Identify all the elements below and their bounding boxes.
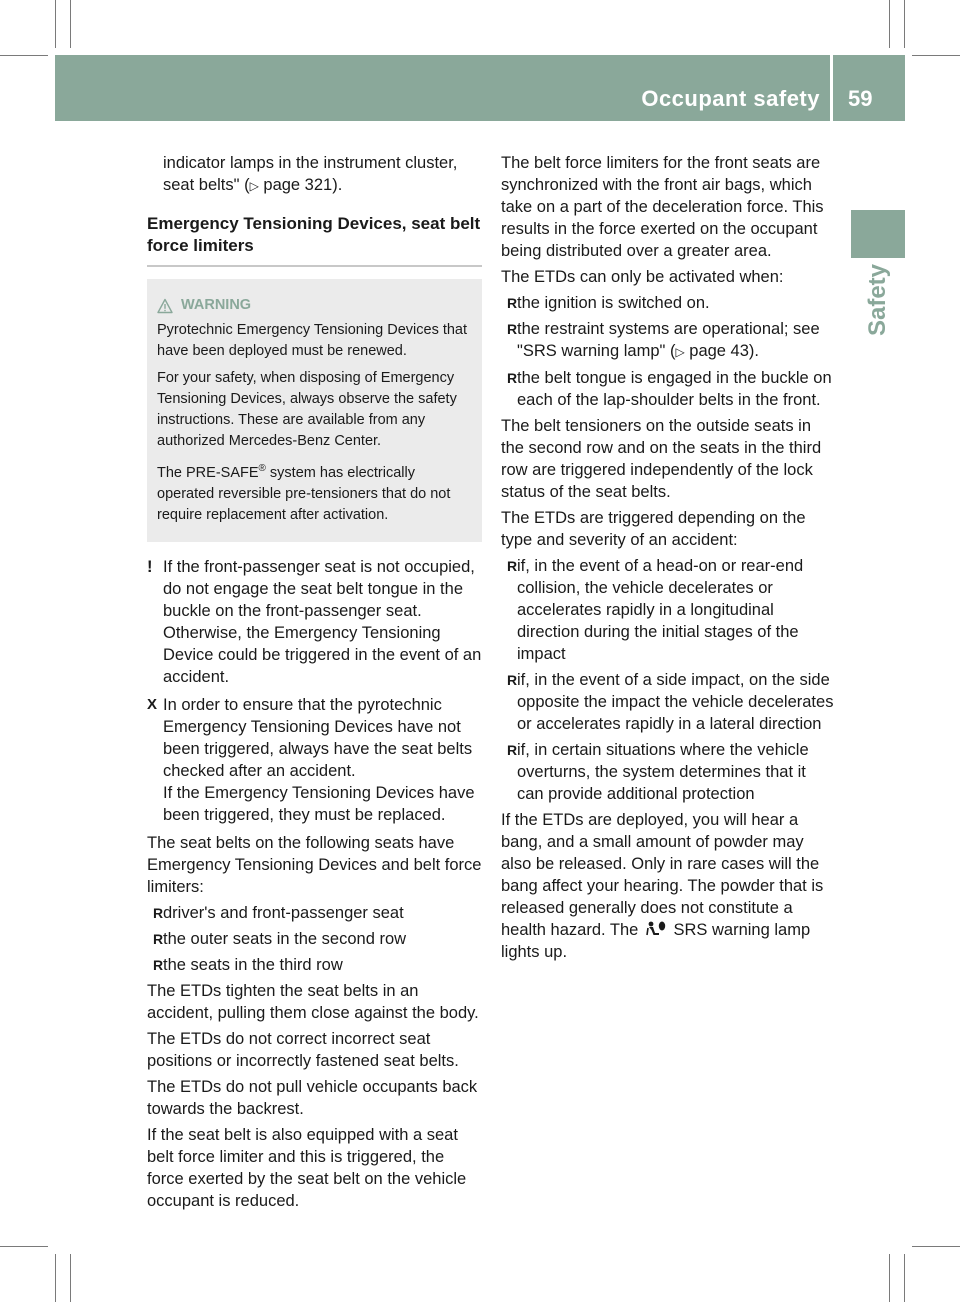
header-divider <box>830 55 833 121</box>
paragraph: The ETDs tighten the seat belts in an accident, pulling them close against the body. <box>147 981 479 1022</box>
srs-airbag-icon <box>643 920 669 938</box>
warning-text: Pyrotechnic Emergency Tensioning Devices that have been deployed must be renewed. <box>157 322 468 359</box>
list-item <box>507 318 836 363</box>
crop-mark <box>0 1246 48 1247</box>
intro-paragraph <box>147 152 482 197</box>
paragraph-text: SRS warning lamp lights up. <box>501 921 811 961</box>
crop-mark <box>912 1246 960 1247</box>
chapter-tab-block <box>851 210 905 258</box>
bullet-icon: R <box>507 742 518 758</box>
right-column <box>501 152 836 967</box>
list-item <box>507 669 836 735</box>
bullet-icon: R <box>507 558 518 574</box>
warning-text-part: The PRE-SAFE <box>157 464 259 481</box>
intro-line1: indicator lamps in the instrument cluster, <box>163 154 458 172</box>
list-item-text: the ignition is switched on. <box>517 294 710 312</box>
paragraph-text: If the ETDs are deployed, you will hear a bang, and a small amount of powder may also be released. Only in rare cases will the bang affect your hearing. The powder that is released generally does not constitute a health hazard. The <box>501 811 824 939</box>
list-item <box>153 954 482 976</box>
list-item-text: if, in certain situations where the vehicle overturns, the system determines that it can provide additional protection <box>517 741 809 803</box>
bullet-icon: R <box>507 295 518 311</box>
crop-mark <box>0 55 48 56</box>
page-number: 59 <box>848 86 873 111</box>
bullet-icon: R <box>153 930 164 947</box>
list-item-text <box>517 318 836 363</box>
intro-line2: seat belts" ( <box>163 176 250 194</box>
registered-mark: ® <box>258 463 266 474</box>
paragraph: If the seat belt is also equipped with a seat belt force limiter and this is triggered, the force exerted by the seat belt on the vehicle occupant is reduced. <box>147 1125 467 1210</box>
step-item <box>147 694 482 826</box>
step-text-a: In order to ensure that the pyrotechnic Emergency Tensioning Devices have not been triggered, always have the seat belts checked after an accident. <box>163 695 473 780</box>
step-text <box>163 694 482 826</box>
paragraph <box>501 809 836 963</box>
warning-text <box>157 458 474 526</box>
warning-text-part: system has electrically operated reversible pre-tensioners that do not require replacement after activation. <box>157 464 451 523</box>
list-item <box>507 367 836 411</box>
list-item-text: driver's and front-passenger seat <box>163 903 404 922</box>
note-text: If the front-passenger seat is not occupied, do not engage the seat belt tongue in the buckle on the front-passenger seat. Otherwise, the Emergency Tensioning Device could be triggered in the event of an accident. <box>163 557 482 686</box>
crop-mark <box>904 0 905 48</box>
step-marker: X <box>147 695 158 713</box>
page-ref-link[interactable]: page 43). <box>689 342 759 360</box>
warning-triangle-icon <box>157 298 173 314</box>
list-item-text: if, in the event of a head-on or rear-end collision, the vehicle decelerates or accelerates rapidly in a longitudinal direction during the initial stages of the impact <box>517 557 804 663</box>
activation-list <box>501 292 836 411</box>
chapter-label: Safety <box>864 263 891 337</box>
paragraph: The belt force limiters for the front seats are synchronized with the front air bags, which take on a part of the deceleration force. This results in the force exerted on the occupant being distributed over a greater area. <box>501 154 824 260</box>
paragraph: The ETDs do not correct incorrect seat positions or incorrectly fastened seat belts. <box>147 1029 459 1070</box>
bullet-icon: R <box>507 370 518 386</box>
list-item <box>153 902 482 924</box>
bullet-icon: R <box>507 672 518 688</box>
paragraph: The seat belts on the following seats have Emergency Tensioning Devices and belt force limiters: <box>147 833 482 896</box>
crop-mark <box>55 1254 56 1302</box>
list-item <box>507 739 836 805</box>
warning-title: WARNING <box>181 297 252 313</box>
step-text-b: If the Emergency Tensioning Devices have been triggered, they must be replaced. <box>163 783 475 824</box>
paragraph: The ETDs are triggered depending on the type and severity of an accident: <box>501 509 806 549</box>
list-item-text: the outer seats in the second row <box>163 929 407 948</box>
bullet-icon: R <box>507 321 518 337</box>
list-item <box>507 292 836 314</box>
crop-mark <box>70 0 71 48</box>
page-ref-link[interactable]: page 321). <box>263 176 343 194</box>
bullet-icon: R <box>153 956 164 973</box>
paragraph: The belt tensioners on the outside seats in the second row and on the seats in the third row are triggered independently of the lock status of the seat belts. <box>501 417 822 501</box>
section-title: Occupant safety <box>641 86 820 111</box>
list-item <box>153 928 482 950</box>
list-item <box>507 555 836 665</box>
list-item-text-part: the restraint systems are operational; see "SRS warning lamp" ( <box>517 320 820 360</box>
crop-mark <box>55 0 56 48</box>
paragraph: The ETDs do not pull vehicle occupants back towards the backrest. <box>147 1077 478 1118</box>
warning-box <box>147 279 482 542</box>
trigger-list <box>501 555 836 805</box>
list-item-text: the seats in the third row <box>163 955 343 974</box>
crop-mark <box>912 55 960 56</box>
crop-mark <box>889 1254 890 1302</box>
crop-mark <box>70 1254 71 1302</box>
crop-mark <box>904 1254 905 1302</box>
paragraph: The ETDs can only be activated when: <box>501 268 784 286</box>
seats-list <box>147 902 482 976</box>
page-ref-icon: ▷ <box>249 179 259 193</box>
warning-header <box>157 295 474 316</box>
note-item <box>147 556 482 688</box>
crop-mark <box>889 0 890 48</box>
warning-text: For your safety, when disposing of Emergency Tensioning Devices, always observe the safety instructions. These are available from any authorized Mercedes-Benz Center. <box>157 370 457 449</box>
list-item-text: if, in the event of a side impact, on the side opposite the impact the vehicle decelerates or accelerates rapidly in a lateral direction <box>517 671 834 733</box>
note-marker: ! <box>147 557 153 576</box>
left-column <box>147 152 482 1216</box>
list-item-text: the belt tongue is engaged in the buckle on each of the lap-shoulder belts in the front. <box>517 369 832 409</box>
page-ref-icon: ▷ <box>675 345 685 359</box>
bullet-icon: R <box>153 904 164 921</box>
section-heading: Emergency Tensioning Devices, seat belt force limiters <box>147 213 482 267</box>
